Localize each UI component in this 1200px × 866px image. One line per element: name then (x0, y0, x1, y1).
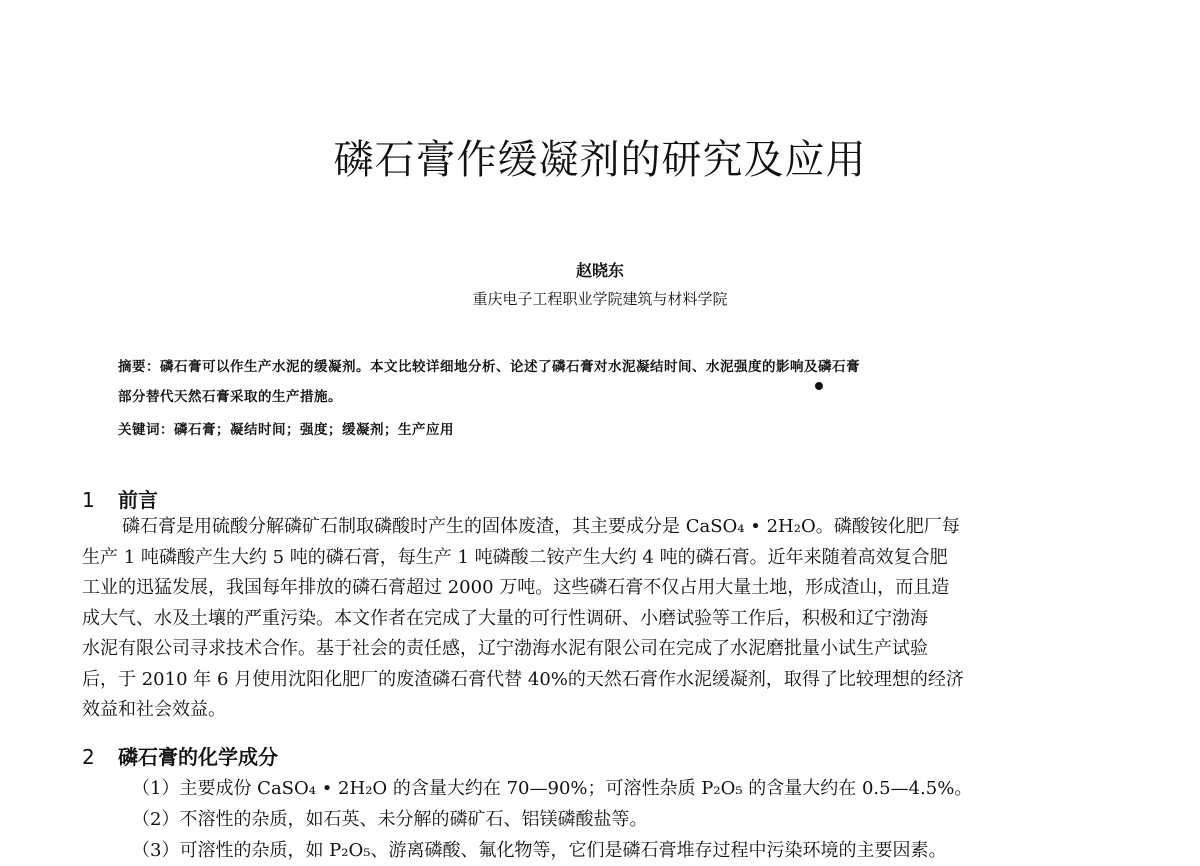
paragraph-line: 成大气、水及土壤的严重污染。本文作者在完成了大量的可行性调研、小磨试验等工作后，积极和辽宁渤海 (82, 607, 928, 629)
section-heading-2 (82, 741, 278, 770)
paper-title: 磷石膏作缓凝剂的研究及应用 (333, 137, 867, 183)
paragraph-line: 磷石膏是用硫酸分解磷矿石制取磷酸时产生的固体废渣，其主要成分是 CaSO₄ • 2H₂O。磷酸铵化肥厂每 (122, 516, 960, 537)
section-title: 磷石膏的化学成分 (118, 745, 278, 769)
section-number: 1 (82, 488, 95, 512)
section-2-list (132, 773, 1132, 866)
section-number: 2 (82, 745, 95, 769)
paragraph-line: 水泥有限公司寻求技术合作。基于社会的责任感，辽宁渤海水泥有限公司在完成了水泥磨批量小试生产试验 (82, 638, 928, 659)
scan-speck-dot (815, 382, 823, 390)
list-item: （2）不溶性的杂质，如石英、未分解的磷矿石、铝镁磷酸盐等。 (132, 809, 648, 830)
abstract (118, 352, 1108, 412)
paragraph-line: 工业的迅猛发展，我国每年排放的磷石膏超过 2000 万吨。这些磷石膏不仅占用大量土地，形成渣山，而且造 (82, 577, 950, 598)
abstract-line: 摘要：磷石膏可以作生产水泥的缓凝剂。本文比较详细地分析、论述了磷石膏对水泥凝结时间、水泥强度的影响及磷石膏 (118, 359, 860, 375)
keywords: 关键词：磷石膏；凝结时间；强度；缓凝剂；生产应用 (118, 422, 454, 438)
paragraph-line: 生产 1 吨磷酸产生大约 5 吨的磷石膏，每生产 1 吨磷酸二铵产生大约 4 吨的磷石膏。近年来随着高效复合肥 (82, 546, 948, 568)
paragraph-line: 后，于 2010 年 6 月使用沈阳化肥厂的废渣磷石膏代替 40%的天然石膏作水泥缓凝剂，取得了比较理想的经济 (82, 668, 964, 690)
abstract-line: 部分替代天然石膏采取的生产措施。 (118, 389, 342, 405)
list-item: （3）可溶性的杂质，如 P₂O₅、游离磷酸、氟化物等，它们是磷石膏堆存过程中污染环境的主要因素。 (132, 840, 947, 861)
list-item: （1）主要成份 CaSO₄ • 2H₂O 的含量大约在 70—90%；可溶性杂质 P₂O₅ 的含量大约在 0.5—4.5%。 (132, 778, 973, 799)
paragraph-line: 效益和社会效益。 (82, 699, 226, 720)
section-heading-1 (82, 484, 158, 513)
section-title: 前言 (118, 488, 158, 512)
author-name: 赵晓东 (575, 261, 624, 280)
author-affiliation: 重庆电子工程职业学院建筑与材料学院 (472, 290, 728, 308)
section-1-body (82, 512, 1112, 726)
